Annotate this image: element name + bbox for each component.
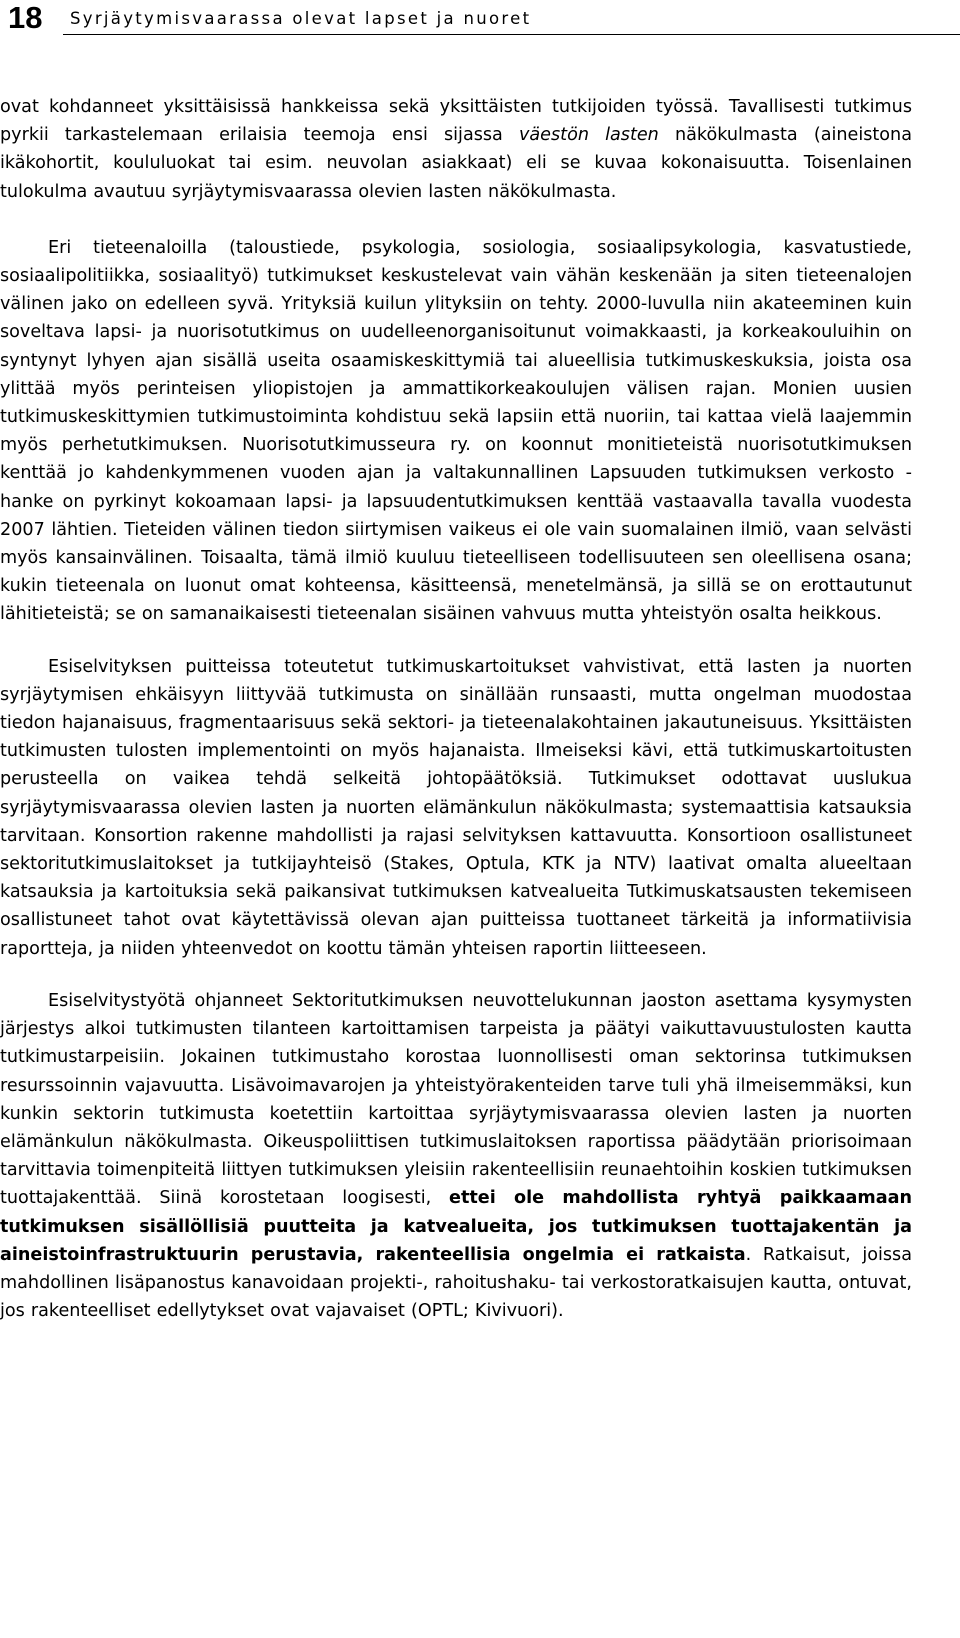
- paragraph-4-bold: ettei ole mahdollista ryhtyä paikkaamaan tutkimuksen sisällöllisiä puutteita ja katvealueita, jos tutkimuksen tuottajakentän ja aineistoinfrastruktuurin perustavia, rakenteellisia ongelmia ei ratkaista: [0, 1188, 912, 1265]
- paragraph-1-text-a: ovat kohdanneet yksittäisissä hankkeissa sekä yksittäisten tutkijoiden työssä. Tavallisesti tutkimus pyrkii tarkastelemaan erilaisia teemoja ensi sijassa: [0, 97, 912, 146]
- paragraph-2: Eri tieteenaloilla (taloustiede, psykologia, sosiologia, sosiaalipsykologia, kasvatustiede, sosiaalipolitiikka, sosiaalityö) tutkimukset keskustelevat vain vähän keskenään ja siten tieteenalojen välinen jako on edelleen syvä. Yrityksiä kuilun ylityksiin on tehty. 2000-luvulla niin akateeminen kuin soveltava lapsi- ja nuorisotutkimus on uudelleenorganisoitunut voimakkaasti, ja korkeakouluihin on syntynyt lyhyen ajan sisällä useita osaamiskeskittymiä tai alueellisia tutkimuskeskuksia, joista osa ylittää myös perinteisen yliopistojen ja ammattikorkeakoulujen välisen rajan. Monien uusien tutkimuskeskittymien tutkimustoiminta kohdistuu sekä lapsiin että nuoriin, tai kattaa vielä laajemmin myös perhetutkimuksen. Nuorisotutkimusseura ry. on koonnut monitieteistä nuorisotutkimuksen kenttää jo kahdenkymmenen vuoden ajan ja valtakunnallinen Lapsuuden tutkimuksen verkosto -hanke on pyrkinyt kokoamaan lapsi- ja lapsuudentutkimuksen kenttää vastaavalla tavalla vuodesta 2007 lähtien. Tieteiden välinen tiedon siirtymisen vaikeus ei ole vain suomalainen ilmiö, vaan selvästi myös kansainvälinen. Toisaalta, tämä ilmiö kuuluu tieteelliseen todellisuuteen sen oleellisena osana; kukin tieteenala on luonut omat kohteensa, käsitteensä, menetelmänsä, ja sillä se on erottautunut lähitieteistä; se on samanaikaisesti tieteenalan sisäinen vahvuus mutta yhteistyön osalta heikkous.: [0, 237, 912, 625]
- page-header: [0, 0, 960, 40]
- paragraph-4-text-a: Esiselvitystyötä ohjanneet Sektoritutkimuksen neuvottelukunnan jaoston asettama kysymysten järjestys alkoi tutkimusten tilanteen kartoittamisen tarpeista ja päätyi vaikuttavuustulosten kautta tutkimustarpeisiin. Jokainen tutkimustaho korostaa luonnollisesti oman sektorinsa tutkimuksen resurssoinnin vajavuutta. Lisävoimavarojen ja yhteistyörakenteiden tarve tuli yhä ilmeisemmäksi, kun kunkin sektorin tutkimusta koetettiin kartoittaa syrjäytymisvaarassa olevien lasten ja nuorten elämänkulun näkökulmasta. Oikeuspoliittisen tutkimuslaitoksen raportissa päädytään priorisoimaan tarvittavia toimenpiteitä liittyen tutkimuksen yleisiin rakenteellisiin reunaehtoihin koskien tutkimuksen tuottajakenttää. Siinä korostetaan loogisesti,: [0, 990, 912, 1209]
- running-title: Syrjäytymisvaarassa olevat lapset ja nuoret: [70, 9, 532, 28]
- header-rule: [63, 34, 960, 35]
- paragraph-1: [0, 93, 912, 206]
- paragraph-4: [0, 987, 912, 1325]
- page-number: 18: [8, 0, 43, 35]
- paragraph-1-text-b: näkökulmasta (aineistona ikäkohortit, koululuokat tai esim. neuvolan asiakkaat) eli se kuvaa kokonaisuutta. Toisenlainen tulokulma avautuu syrjäytymisvaarassa olevien lasten näkökulmasta.: [0, 125, 912, 202]
- paragraph-3: Esiselvityksen puitteissa toteutetut tutkimuskartoitukset vahvistivat, että lasten ja nuorten syrjäytymisen ehkäisyyn liittyvää tutkimusta on sinällään runsaasti, mutta ongelman muodostaa tiedon hajanaisuus, fragmentaarisuus sekä sektori- ja tieteenalakohtainen jakautuneisuus. Yksittäisten tutkimusten tulosten implementointi on myös hajanaista. Ilmeiseksi kävi, että tutkimuskartoitusten perusteella on vaikea tehdä selkeitä johtopäätöksiä. Tutkimukset odottavat uuslukua syrjäytymisvaarassa olevien lasten ja nuorten elämänkulun näkökulmasta; systemaattisia katsauksia tarvitaan. Konsortion rakenne mahdollisti ja rajasi selvityksen kattavuutta. Konsortioon osallistuneet sektoritutkimuslaitokset ja tutkijayhteisö (Stakes, Optula, KTK ja NTV) laativat omalta alueeltaan katsauksia ja kartoituksia sekä paikansivat tutkimuksen katvealueita Tutkimuskatsausten tekemiseen osallistuneet tahot ovat käytettävissä olevan ajan puitteissa tuottaneet tärkeitä ja informatiivisia raportteja, ja niiden yhteenvedot on koottu tämän yhteisen raportin liitteeseen.: [0, 656, 912, 959]
- paragraph-1-italic: väestön lasten: [518, 125, 659, 146]
- body-text: [0, 93, 912, 1325]
- paragraph-4-text-b: . Ratkaisut, joissa mahdollinen lisäpanostus kanavoidaan projekti-, rahoitushaku- tai verkostoratkaisujen kautta, ontuvat, jos rakenteelliset edellytykset ovat vajavaiset (OPTL; Kivivuori).: [0, 1244, 912, 1322]
